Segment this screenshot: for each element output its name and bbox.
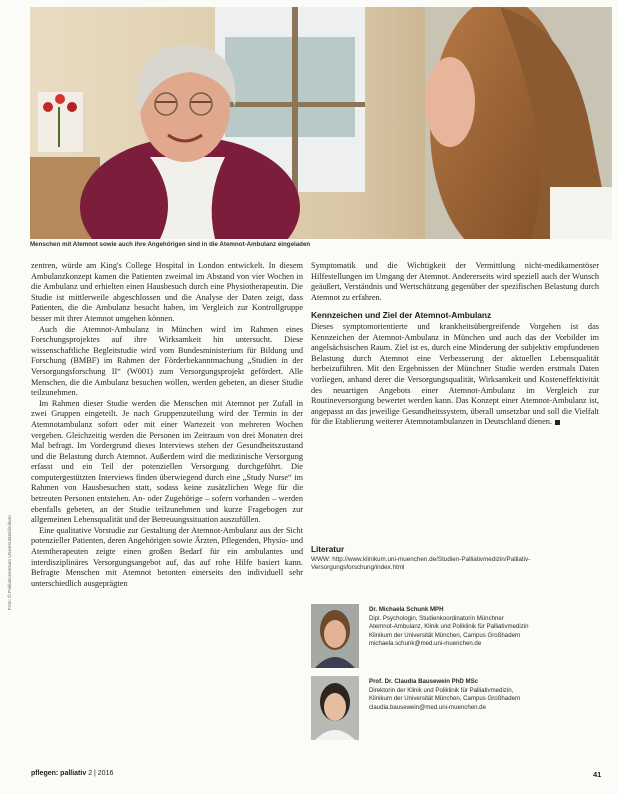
paragraph: Auch die Atemnot-Ambulanz in München wird im Rahmen eines Forschungsprojektes auf ihre Wirksamkeit hin untersucht. Diese wissenschaftliche Begleitstudie wird vom Bundesministerium für Bildung und Forschung (BMBF) im Rahmen der Förderbekanntmachung „Studien in der Versorgungsforschung II“ (W001) zum Versorgungsprojekt gefördert. Alle Menschen, die die Ambulanz besuchen wollen, werden gebeten, an dieser Studie teilzunehmen. xyxy=(31,324,303,398)
end-mark-icon xyxy=(555,420,560,425)
author-info xyxy=(369,606,609,649)
issue-number: 2 | 2016 xyxy=(88,770,114,777)
hero-photo xyxy=(30,7,612,239)
footer-magazine xyxy=(31,770,113,777)
photo-credit: Foto: © Palliativzentrum Universitätsklinikum xyxy=(8,515,13,610)
literature-link[interactable]: WWW: http://www.klinikum.uni-muenchen.de/Studien-Palliativmedizin/Palliativ-Versorgungsforschung/index.html xyxy=(311,556,531,571)
photo-caption: Menschen mit Atemnot sowie auch ihre Angehörigen sind in die Atemnot-Ambulanz eingeladen xyxy=(30,241,311,248)
consultation-photo xyxy=(30,7,612,239)
author-line: Dipl. Psychologin, Studienkoordinatorin Münchner xyxy=(369,614,504,622)
author-info xyxy=(369,678,609,712)
literature-heading: Literatur xyxy=(311,545,345,554)
author-line: Klinikum der Universität München, Campus Großhadern xyxy=(369,631,521,639)
author-line: Klinikum der Universität München, Campus Großhadern xyxy=(369,695,521,703)
author-line: Atemnot-Ambulanz, Klinik und Poliklinik für Palliativmedizin xyxy=(369,623,529,631)
author-photo xyxy=(311,604,359,668)
author-email[interactable]: claudia.bausewein@med.uni-muenchen.de xyxy=(369,703,486,711)
paragraph: zentren, würde am King's College Hospital in London entwickelt. In diesem Ambulanzkonzept kamen die Patienten zweimal im Abstand von vier Wochen in die Ambulanz und erhielten einen Hausbesuch durch eine Physiotherapeutin. Die Studie ist mittlerweile abgeschlossen und die Analyse der Daten zeigt, dass Patienten, die die Ambulanz besucht haben, im Vergleich zur Kontrollgruppe besser mit ihrer Atemnot umgehen können. xyxy=(31,261,303,323)
paragraph: Dieses symptomorientierte und krankheitsübergreifende Vorgehen ist das Kennzeichen der Atemnot-Ambulanz in München und auch das der Vorbilder im angelsächsischen Raum. Ziel ist es, durch eine Minderung der subjektiv empfundenen Belastung durch Atemnot eine Verbesserung der aktuellen Lebensqualität herbeizuführen. Mit den Ergebnissen der Münchner Studie werden erstmals Daten vorliegen, anhand derer die Versorgungsqualität, Wirksamkeit und Kosteneffektivität des neuartigen Angebots einer Atemnot-Ambulanz im Vergleich zur Routineversorgung bewertet werden kann. Das Konzept einer Atemnot-Ambulanz ist, angepasst an das jeweilige Gesundheitssystem, überall umsetzbar und soll die Vielfalt für die Etablierung weiterer Atemnotambulanzen in Deutschland dienen. xyxy=(311,321,599,427)
right-column xyxy=(311,261,599,428)
magazine-title: pflegen: palliativ xyxy=(31,770,87,777)
paragraph: Eine qualitative Vorstudie zur Gestaltung der Atemnot-Ambulanz aus der Sicht potenzieller Patienten, deren Angehörigen sowie Ärzten, Pflegenden, Physio- und Atemtherapeuten zeigte einen großen Bedarf für ein ambulantes und interdisziplinäres Versorgungsangebot auf, das auf rohe Hilfe basiert kann. Befragte Menschen mit Atemnot betonten einerseits den individuell sehr unterschiedlich ausgeprägten xyxy=(31,525,303,588)
author-name: Dr. Michaela Schunk MPH xyxy=(369,606,444,613)
author-photo xyxy=(311,676,359,740)
author-email[interactable]: michaela.schunk@med.uni-muenchen.de xyxy=(369,640,482,648)
author-line: Direktorin der Klinik und Poliklinik für Palliativmedizin, xyxy=(369,686,514,694)
left-column xyxy=(31,261,303,589)
author-block xyxy=(311,604,611,672)
author-block xyxy=(311,676,611,744)
author-name: Prof. Dr. Claudia Bausewein PhD MSc xyxy=(369,678,479,685)
paragraph: Im Rahmen dieser Studie werden die Menschen mit Atemnot per Zufall in zwei Gruppen eingeteilt. Je nach Gruppenzuteilung wird der Termin in der Atemnotambulanz sofort oder mit einer Wartezeit von mehreren Wochen vergeben. Gleichzeitig werden die Personen im Zeitraum von drei Monaten drei Mal befragt. Im Vordergrund dieses Interviews stehen der Gesundheitszustand und die Belastung durch Atemnot. Außerdem wird die medizinische Versorgung erfasst und ein Teil der potenziellen Versorgung durchgeführt. Die computergestützten Interviews finden überwiegend durch eine „Study Nurse“ im Rahmen von Hausbesuchen statt, sodass keine zusätzlichen Wege für die betreuten Personen entstehen. An- oder Zugehörige – sofern vorhanden – werden ebenfalls gebeten, an der Studie teilzunehmen und kurze Fragebogen zur allgemeinen Lebensqualität und der Betreuungssituation auszufüllen. xyxy=(31,398,303,525)
paragraph: Symptomatik und die Wichtigkeit der Vermittlung nicht-medikamentöser Hilfestellungen im Umgang der Atemnot. Andererseits wird speziell auch der Wunsch geäußert, Verständnis und Wertschätzung gegenüber der spezifischen Belastung durch Atemnot zu erfahren. xyxy=(311,261,599,302)
page-number: 41 xyxy=(593,770,602,779)
section-heading: Kennzeichen und Ziel der Atemnot-Ambulanz xyxy=(311,310,492,321)
